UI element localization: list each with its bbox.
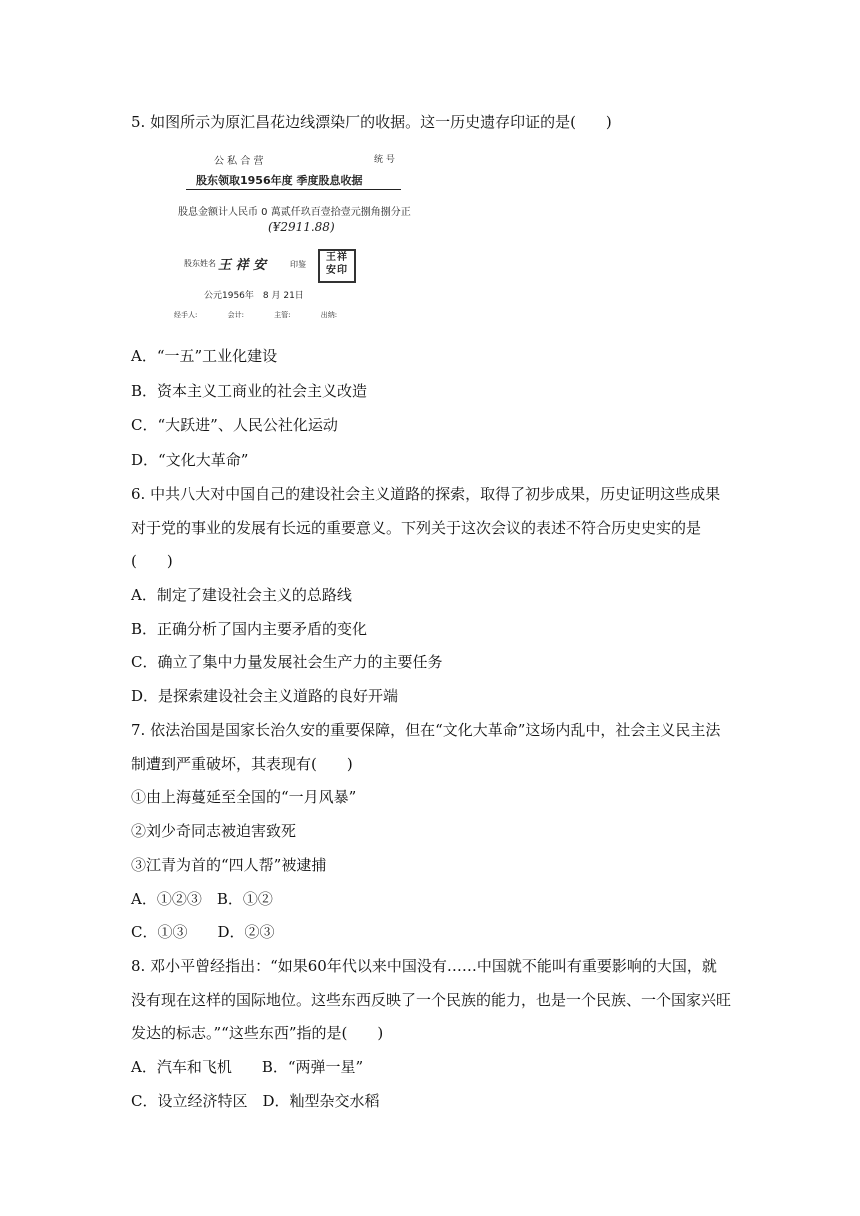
receipt-row1: 公 私 合 营 [214, 156, 264, 167]
question-6-option-d[interactable]: D．是探索建设社会主义道路的良好开端 [131, 687, 399, 705]
question-5-stem: 5. 如图所示为原汇昌花边线漂染厂的收据。这一历史遗存印证的是( ) [131, 113, 612, 131]
question-5-option-b[interactable]: B．资本主义工商业的社会主义改造 [131, 382, 368, 400]
question-7-stem-line: 制遭到严重破坏，其表现有( ) [131, 755, 353, 773]
receipt-row5-label: 股东姓名 [184, 259, 216, 268]
question-8-options-row-2[interactable]: C．设立经济特区 D．籼型杂交水稻 [131, 1092, 380, 1110]
question-8-stem-line: 8. 邓小平曾经指出：“如果60年代以来中国没有……中国就不能叫有重要影响的大国，就 [131, 957, 717, 975]
receipt-row6: 公元1956年 8 月 21日 [204, 291, 304, 301]
receipt-seal: 王祥 安印 [318, 249, 356, 283]
receipt-divider [186, 189, 401, 190]
receipt-row7: 经手人: 会计: 主管: 出纳: [174, 311, 338, 319]
question-8-stem-line: 发达的标志。”“这些东西”指的是( ) [131, 1024, 384, 1042]
receipt-row3: 股息金额计人民币 0 萬贰仟玖百壹拾壹元捌角捌分正 [178, 207, 411, 218]
receipt-image [174, 152, 446, 324]
receipt-row5-name: 王 祥 安 [218, 258, 267, 273]
question-6-stem-line: ( ) [131, 552, 173, 570]
question-6-stem-line: 6. 中共八大对中国自己的建设社会主义道路的探索，取得了初步成果，历史证明这些成果 [131, 485, 721, 503]
question-5-option-c[interactable]: C．“大跃进”、人民公社化运动 [131, 416, 338, 434]
question-7-stem-line: 7. 依法治国是国家长治久安的重要保障，但在“文化大革命”这场内乱中，社会主义民主法 [131, 721, 721, 739]
receipt-row4: (¥2911.88) [268, 220, 335, 234]
question-6-option-c[interactable]: C．确立了集中力量发展社会生产力的主要任务 [131, 653, 443, 671]
question-5-option-d[interactable]: D．“文化大革命” [131, 451, 249, 469]
question-8-options-row-1[interactable]: A．汽车和飞机 B．“两弹一星” [131, 1058, 364, 1076]
receipt-row2: 股东领取1956年度 季度股息收据 [196, 174, 363, 187]
question-6-stem-line: 对于党的事业的发展有长远的重要意义。下列关于这次会议的表述不符合历史史实的是 [131, 519, 702, 537]
question-7-item-2: ②刘少奇同志被迫害致死 [131, 822, 297, 840]
question-7-item-1: ①由上海蔓延至全国的“一月风暴” [131, 788, 357, 806]
receipt-row1-right: 统 号 [374, 155, 395, 165]
receipt-row5-seal-label: 印鉴 [290, 260, 306, 269]
question-5-option-a[interactable]: A．“一五”工业化建设 [131, 347, 278, 365]
question-7-options-row-2[interactable]: C．①③ D．②③ [131, 923, 275, 941]
question-6-option-a[interactable]: A．制定了建设社会主义的总路线 [131, 586, 352, 604]
question-8-stem-line: 没有现在这样的国际地位。这些东西反映了一个民族的能力，也是一个民族、一个国家兴旺 [131, 991, 732, 1009]
question-7-item-3: ③江青为首的“四人帮”被逮捕 [131, 856, 327, 874]
question-6-option-b[interactable]: B．正确分析了国内主要矛盾的变化 [131, 620, 368, 638]
question-7-options-row-1[interactable]: A．①②③ B．①② [131, 890, 273, 908]
